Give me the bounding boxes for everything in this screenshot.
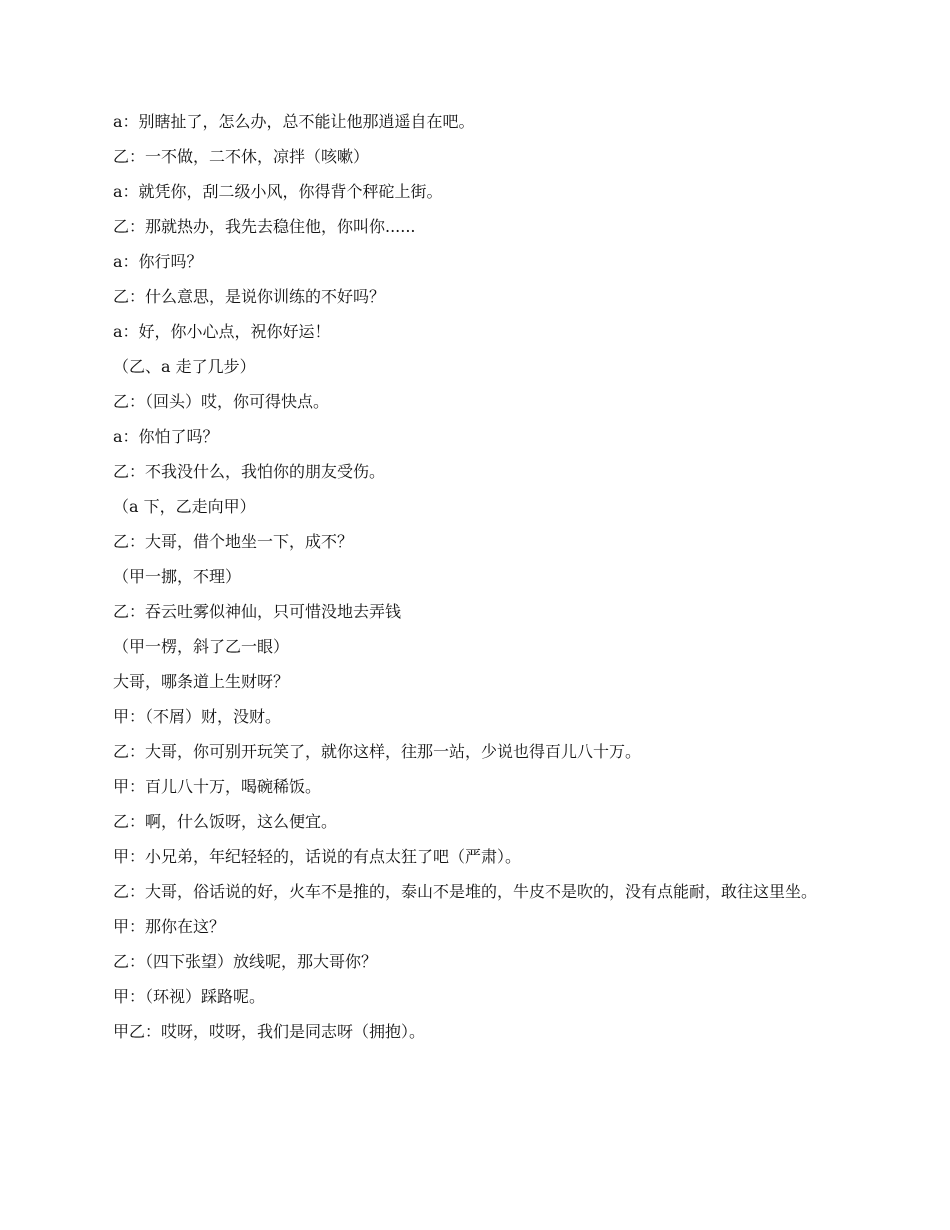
dialogue-line: 乙：大哥，你可别开玩笑了，就你这样，往那一站，少说也得百儿八十万。: [113, 742, 642, 761]
dialogue-line: 乙：什么意思，是说你训练的不好吗？: [113, 287, 386, 306]
dialogue-line: 乙：吞云吐雾似神仙，只可惜没地去弄钱: [113, 602, 402, 621]
dialogue-line: 乙：不我没什么，我怕你的朋友受伤。: [113, 462, 386, 481]
dialogue-line: 甲：（环视）踩路呢。: [113, 987, 266, 1006]
dialogue-line: 甲：小兄弟，年纪轻轻的，话说的有点太狂了吧（严肃）。: [113, 847, 522, 866]
dialogue-line: 乙：大哥，俗话说的好，火车不是推的，泰山不是堆的，牛皮不是吹的，没有点能耐，敢往这里坐。: [113, 882, 818, 901]
stage-direction: （甲一挪，不理）: [113, 567, 242, 586]
dialogue-line: 甲：那你在这？: [113, 917, 226, 936]
dialogue-line: a：就凭你，刮二级小风，你得背个秤砣上街。: [113, 182, 443, 201]
dialogue-line: 乙：啊，什么饭呀，这么便宜。: [113, 812, 338, 831]
stage-direction: （乙、a 走了几步）: [113, 357, 256, 376]
dialogue-line: 甲：（不屑）财，没财。: [113, 707, 282, 726]
dialogue-line: 乙：（四下张望）放线呢，那大哥你？: [113, 952, 378, 971]
dialogue-line: a：好，你小心点，祝你好运！: [113, 322, 331, 341]
dialogue-line: 乙：那就热办，我先去稳住他，你叫你......: [113, 217, 416, 236]
dialogue-line: a：你怕了吗？: [113, 427, 219, 446]
dialogue-line: 乙：大哥，借个地坐一下，成不？: [113, 532, 354, 551]
dialogue-line: 乙：一不做，二不休，凉拌（咳嗽）: [113, 147, 370, 166]
dialogue-line: 甲：百儿八十万，喝碗稀饭。: [113, 777, 322, 796]
dialogue-line: 甲乙：哎呀，哎呀，我们是同志呀（拥抱）。: [113, 1022, 426, 1041]
dialogue-line: a：别瞎扯了，怎么办，总不能让他那逍遥自在吧。: [113, 112, 475, 131]
script-body: [113, 112, 843, 1057]
dialogue-line: 大哥，哪条道上生财呀？: [113, 672, 290, 691]
dialogue-line: a：你行吗？: [113, 252, 203, 271]
stage-direction: （甲一楞，斜了乙一眼）: [113, 637, 290, 656]
stage-direction: （a 下，乙走向甲）: [113, 497, 256, 516]
dialogue-line: 乙：（回头）哎，你可得快点。: [113, 392, 330, 411]
